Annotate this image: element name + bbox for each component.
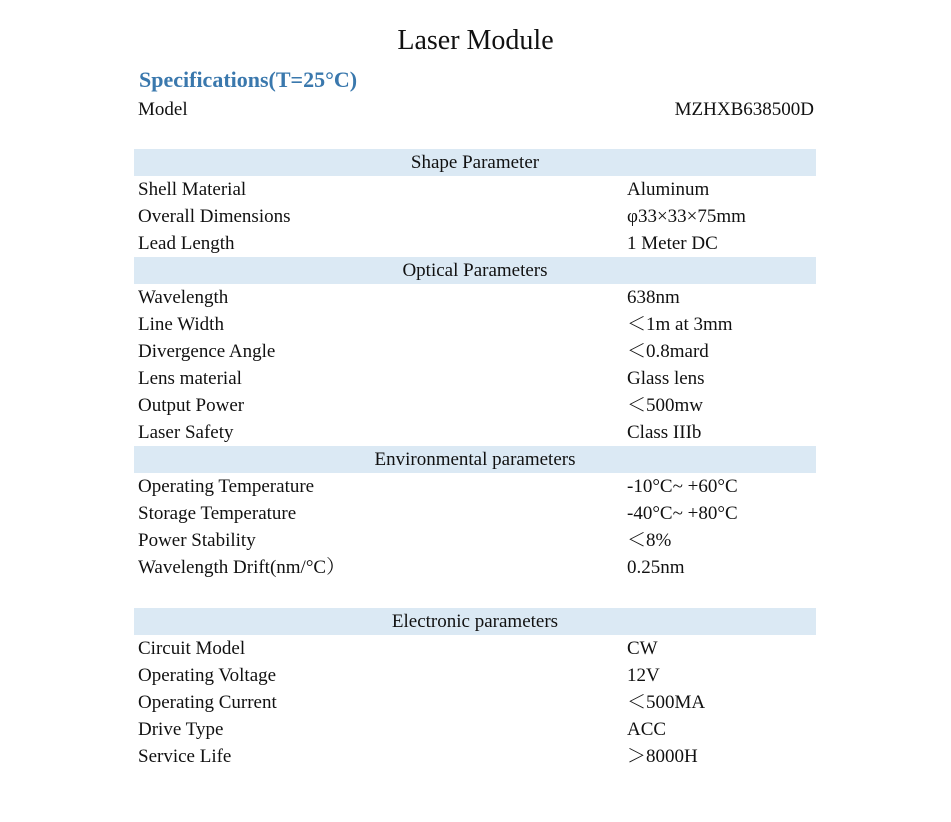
spec-row: [134, 203, 816, 230]
spec-value: -10°C~ +60°C: [627, 476, 738, 497]
section-header: Shape Parameter: [134, 149, 816, 176]
spec-row: [134, 554, 816, 581]
spec-value: 638nm: [627, 287, 680, 308]
spec-value: CW: [627, 638, 658, 659]
spec-value: 1 Meter DC: [627, 233, 718, 254]
spec-value: ＜500MA: [627, 692, 706, 713]
model-row: [138, 96, 814, 123]
spec-row: [134, 365, 816, 392]
spec-label: Wavelength Drift(nm/°C）: [138, 557, 346, 578]
spec-row: [134, 662, 816, 689]
spec-heading: Specifications(T=25°C): [139, 67, 358, 92]
spec-value: Class IIIb: [627, 422, 702, 443]
spec-value: Aluminum: [627, 179, 710, 200]
spec-row: [134, 338, 816, 365]
spec-row: [134, 716, 816, 743]
spec-label: Drive Type: [138, 719, 224, 740]
spec-value: ACC: [627, 719, 667, 740]
spec-row: [134, 284, 816, 311]
spec-label: Line Width: [138, 314, 224, 335]
spec-value: Glass lens: [627, 368, 705, 389]
spec-label: Wavelength: [138, 287, 229, 308]
spec-row: [134, 230, 816, 257]
section-environmental-parameters: [134, 446, 816, 581]
spec-label: Output Power: [138, 395, 245, 416]
section-header: Optical Parameters: [134, 257, 816, 284]
section-electronic-parameters: [134, 608, 816, 770]
spec-row: [134, 176, 816, 203]
spec-label: Operating Current: [138, 692, 277, 713]
spec-value: -40°C~ +80°C: [627, 503, 738, 524]
spec-row: [134, 500, 816, 527]
spec-value: ＜8%: [627, 530, 672, 551]
section-header: Electronic parameters: [134, 608, 816, 635]
spec-value: φ33×33×75mm: [627, 206, 746, 227]
section-shape-parameter: [134, 149, 816, 257]
spec-row: [134, 473, 816, 500]
section-optical-parameters: [134, 257, 816, 446]
spec-value: ＜500mw: [627, 395, 704, 416]
page-title: Laser Module: [397, 25, 554, 56]
spec-value: ＜1m at 3mm: [627, 314, 733, 335]
spec-row: [134, 635, 816, 662]
spec-value: ＜0.8mard: [627, 341, 709, 362]
section-header: Environmental parameters: [134, 446, 816, 473]
spec-value: 12V: [627, 665, 660, 686]
spec-label: Shell Material: [138, 179, 247, 200]
spec-label: Divergence Angle: [138, 341, 276, 362]
spec-row: [134, 689, 816, 716]
spec-label: Storage Temperature: [138, 503, 297, 524]
spec-row: [134, 392, 816, 419]
spec-row: [134, 419, 816, 446]
spec-label: Operating Voltage: [138, 665, 277, 686]
spec-label: Overall Dimensions: [138, 206, 291, 227]
spec-value: ＞8000H: [627, 746, 698, 767]
spec-label: Power Stability: [138, 530, 256, 551]
spec-label: Laser Safety: [138, 422, 234, 443]
spec-label: Lead Length: [138, 233, 235, 254]
spec-label: Lens material: [138, 368, 242, 389]
spec-row: [134, 311, 816, 338]
model-label: Model: [138, 99, 188, 120]
spec-row: [134, 743, 816, 770]
spec-row: [134, 527, 816, 554]
spec-label: Service Life: [138, 746, 232, 767]
spec-label: Circuit Model: [138, 638, 246, 659]
spec-label: Operating Temperature: [138, 476, 315, 497]
spec-value: 0.25nm: [627, 557, 685, 578]
model-value: MZHXB638500D: [674, 99, 814, 120]
